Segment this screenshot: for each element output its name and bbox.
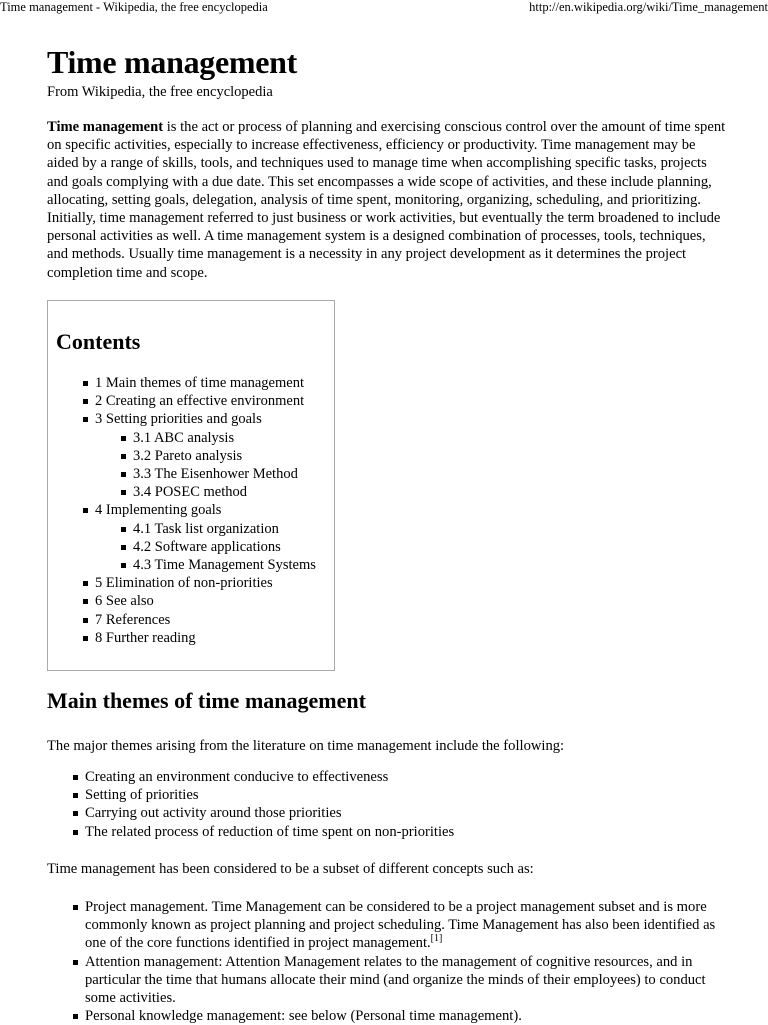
list-item: [47, 898, 727, 953]
toc-item[interactable]: [48, 592, 316, 610]
toc-item-label[interactable]: 4.1 Task list organization: [133, 520, 279, 537]
toc-item-label[interactable]: 1 Main themes of time management: [95, 375, 304, 391]
list-item: [47, 823, 727, 841]
toc-item[interactable]: [48, 629, 316, 647]
toc-item-label[interactable]: 2 Creating an effective environment: [95, 393, 305, 410]
bullet-icon: [121, 563, 126, 568]
toc-item-label[interactable]: 7 References: [95, 611, 171, 628]
toc-list: [48, 374, 316, 647]
list-item: [47, 768, 727, 786]
intro-paragraph: [47, 118, 727, 282]
toc-item-label[interactable]: 3.2 Pareto analysis: [133, 447, 243, 464]
bullet-icon: [73, 775, 78, 780]
toc-item-label[interactable]: 4.3 Time Management Systems: [133, 557, 316, 574]
toc-item-label[interactable]: 8 Further reading: [95, 629, 196, 646]
toc-item[interactable]: [48, 520, 316, 538]
toc-item[interactable]: [48, 410, 316, 428]
reference-link[interactable]: [1]: [430, 933, 443, 945]
list-item-text: Creating an environment conducive to effectiveness: [85, 769, 389, 785]
toc-item[interactable]: [48, 611, 316, 629]
toc-item-label[interactable]: 4 Implementing goals: [95, 502, 222, 519]
table-of-contents: [47, 300, 335, 671]
section-paragraph-2: Time management has been considered to be a subset of different concepts such as:: [47, 861, 534, 877]
toc-item-label[interactable]: 3.4 POSEC method: [133, 484, 247, 501]
section-heading: Main themes of time management: [47, 688, 366, 713]
section-paragraph-1: The major themes arising from the literature on time management include the following:: [47, 738, 565, 754]
list-item: [47, 804, 727, 822]
toc-item[interactable]: [48, 483, 316, 501]
bullet-icon: [73, 793, 78, 798]
toc-item[interactable]: [48, 501, 316, 519]
toc-item-label[interactable]: 4.2 Software applications: [133, 538, 281, 555]
article-title: Time management: [47, 44, 297, 80]
page-title-header: Time management - Wikipedia, the free encyclopedia: [0, 0, 268, 14]
bullet-icon: [121, 545, 126, 550]
toc-item[interactable]: [48, 538, 316, 556]
toc-item[interactable]: [48, 574, 316, 592]
toc-item-label[interactable]: 5 Elimination of non-priorities: [95, 575, 273, 592]
list-item-text: Setting of priorities: [85, 787, 199, 804]
toc-item-label[interactable]: 6 See also: [95, 593, 154, 610]
bullet-icon: [83, 417, 88, 422]
toc-item-label[interactable]: 3 Setting priorities and goals: [95, 411, 262, 428]
list-item-text: Attention management: Attention Management relates to the management of cognitive resources, and in particular the time that humans allocate their mind (and organize the minds of their employees) to conduct some activities.: [85, 953, 706, 1007]
toc-title: Contents: [56, 329, 141, 354]
bullet-icon: [83, 399, 88, 404]
toc-item-label[interactable]: 3.1 ABC analysis: [133, 429, 235, 446]
bullet-icon: [121, 527, 126, 532]
list-item-text: Personal knowledge management: see below (Personal time management).: [85, 1008, 522, 1025]
page-url[interactable]: http://en.wikipedia.org/wiki/Time_management: [529, 0, 768, 14]
list-item: [47, 786, 727, 804]
bullet-icon: [83, 508, 88, 513]
bullet-icon: [83, 599, 88, 604]
toc-item-label[interactable]: 3.3 The Eisenhower Method: [133, 466, 298, 483]
toc-item[interactable]: [48, 429, 316, 447]
bullet-icon: [73, 1014, 78, 1019]
list-item-text: Project management. Time Management can be considered to be a project management subset and is more commonly known as project planning and project scheduling. Time Management has also been identified as one of the core functions identified in project management.: [85, 899, 716, 952]
bullet-icon: [121, 490, 126, 495]
themes-list: [47, 768, 727, 841]
bullet-icon: [83, 581, 88, 586]
intro-text: is the act or process of planning and exercising conscious control over the amount of time spent on specific activities, especially to increase effectiveness, efficiency or productivity. Time management may be aided by a range of skills, tools, and techniques used to manage time when accomplishing specific tasks, projects and goals complying with a due date. This set encompasses a wide scope of activities, and these include planning, allocating, setting goals, delegation, analysis of time spent, monitoring, organizing, scheduling, and prioritizing. Initially, time management referred to just business or work activities, but eventually the term broadened to include personal activities as well. A time management system is a designed combination of processes, tools, techniques, and methods. Usually time management is a necessity in any project development as it determines the project completion time and scope.: [47, 119, 726, 281]
toc-item[interactable]: [48, 392, 316, 410]
toc-item[interactable]: [48, 447, 316, 465]
concepts-list: [47, 898, 727, 1025]
list-item-text: Carrying out activity around those priorities: [85, 805, 342, 822]
list-item: [47, 1007, 727, 1025]
bullet-icon: [73, 830, 78, 835]
list-item-text: The related process of reduction of time spent on non-priorities: [85, 823, 455, 840]
bullet-icon: [121, 454, 126, 459]
bullet-icon: [73, 905, 78, 910]
bullet-icon: [73, 960, 78, 965]
toc-item[interactable]: [48, 465, 316, 483]
list-item: [47, 953, 727, 1008]
article-subtitle: From Wikipedia, the free encyclopedia: [47, 84, 273, 100]
bullet-icon: [121, 472, 126, 477]
toc-item[interactable]: [48, 556, 316, 574]
bullet-icon: [83, 636, 88, 641]
bullet-icon: [83, 618, 88, 623]
intro-bold: Time management: [47, 119, 164, 135]
bullet-icon: [121, 436, 126, 441]
bullet-icon: [73, 811, 78, 816]
bullet-icon: [83, 381, 88, 386]
toc-item[interactable]: [48, 374, 316, 392]
